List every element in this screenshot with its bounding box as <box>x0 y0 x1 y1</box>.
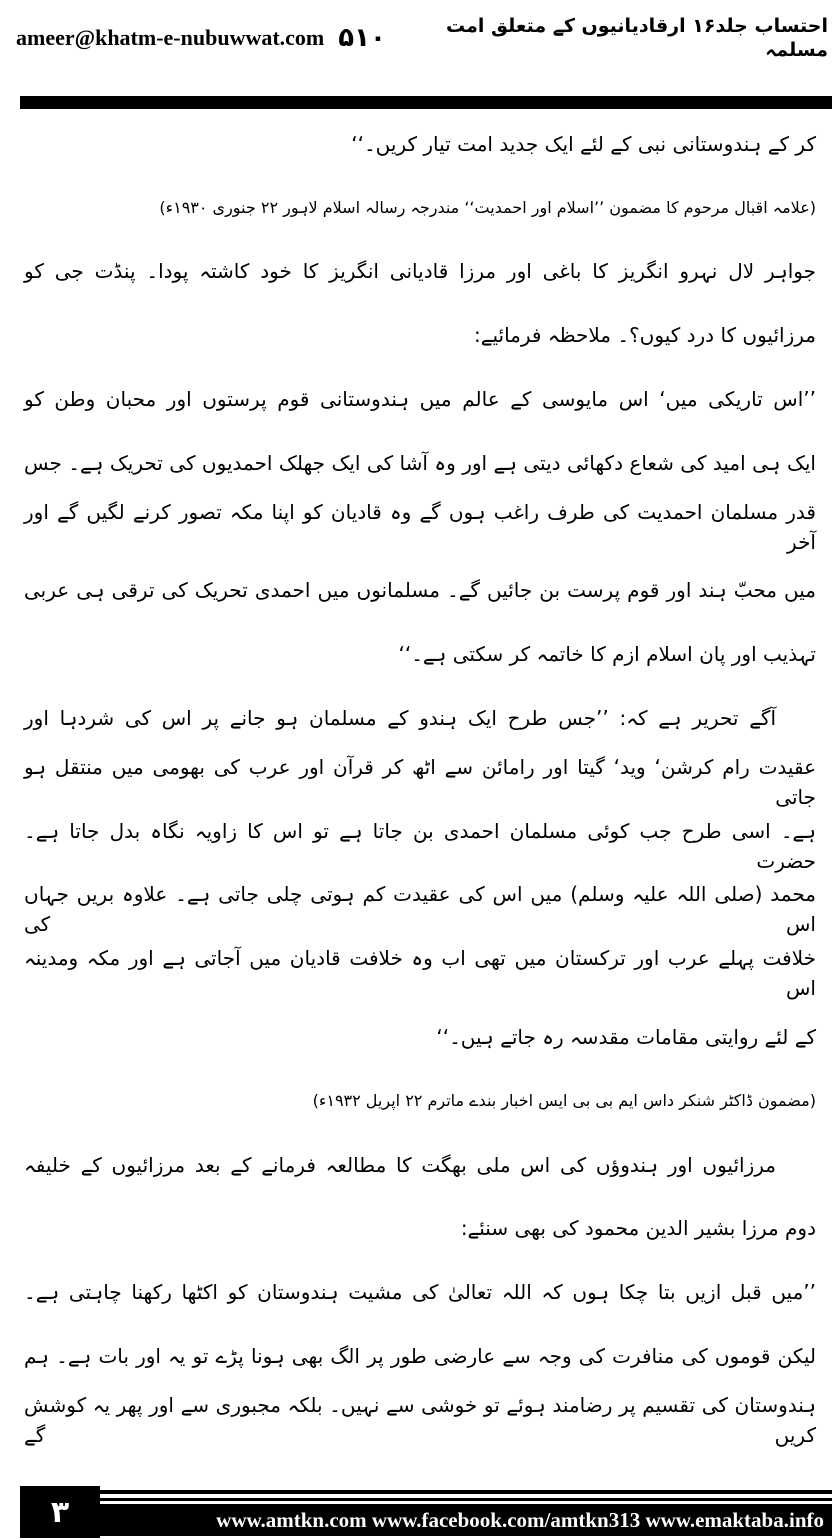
text-line <box>24 1005 816 1069</box>
text-line <box>24 1260 816 1324</box>
text-line-content: کر کے ہندوستانی نبی کے لئے ایک جدید امت تیار کریں۔‘‘ <box>351 131 816 156</box>
text-line <box>24 814 816 878</box>
text-line-content: ہندوستان کی تقسیم پر رضامند ہوئے تو خوشی سے نہیں۔ بلکہ مجبوری سے اور پھر یہ کوشش کریں گے <box>24 1392 816 1447</box>
text-line-content: ہے۔ اسی طرح جب کوئی مسلمان احمدی بن جاتا ہے تو اس کا زاویہ نگاہ بدل جاتا ہے۔ حضرت <box>24 818 816 873</box>
footer-rule <box>100 1490 832 1494</box>
text-line <box>24 622 816 686</box>
text-line <box>24 303 816 367</box>
footer-rule <box>100 1498 832 1501</box>
text-line <box>24 559 816 623</box>
text-line-content: مرزائیوں کا درد کیوں؟۔ ملاحظہ فرمائیے: <box>474 323 816 348</box>
text-line-content: تہذیب اور پان اسلام ازم کا خاتمہ کر سکتی ہے۔‘‘ <box>398 642 816 667</box>
text-line <box>24 495 816 559</box>
text-line <box>24 1324 816 1388</box>
citation-content: (علامہ اقبال مرحوم کا مضمون ’’اسلام اور احمدیت‘‘ مندرجہ رسالہ اسلام لاہور ۲۲ جنوری ۱۹۳۰ء) <box>159 197 816 217</box>
text-line <box>24 367 816 431</box>
text-line-content: میں محبّ ہند اور قوم پرست بن جائیں گے۔ مسلمانوں میں احمدی تحریک کی ترقی ہی عربی <box>24 578 816 603</box>
text-line <box>24 112 816 176</box>
text-line <box>24 941 816 1005</box>
text-line-content: لیکن قوموں کی منافرت کی وجہ سے عارضی طور پر الگ بھی ہونا پڑے تو یہ اور بات ہے۔ ہم <box>24 1344 816 1369</box>
page-number: ۵۱۰ <box>338 23 386 53</box>
citation-content: (مضمون ڈاکٹر شنکر داس ایم بی بی ایس اخبار بندے ماترم ۲۲ اپریل ۱۹۳۲ء) <box>312 1090 816 1110</box>
text-line-content: مرزائیوں اور ہندوؤں کی اس ملی بھگت کا مطالعہ فرمانے کے بعد مرزائیوں کے خلیفہ <box>24 1152 776 1177</box>
citation <box>24 1069 816 1133</box>
book-title: احتساب جلد۱۶ ارقادیانیوں کے متعلق امت مسلمہ <box>446 15 828 61</box>
text-line <box>24 686 816 750</box>
text-line-content: خلافت پہلے عرب اور ترکستان میں تھی اب وہ خلافت قادیان میں آجاتی ہے اور مکہ ومدینہ اس <box>24 946 816 1001</box>
footer-page-number: ۳ <box>20 1486 100 1538</box>
header-rule <box>20 96 832 109</box>
text-line <box>24 750 816 814</box>
page-header <box>16 8 828 68</box>
text-line <box>24 240 816 304</box>
text-line-content: ایک ہی امید کی شعاع دکھائی دیتی ہے اور وہ آشا کی ایک جھلک احمدیوں کی تحریک ہے۔ جس <box>24 450 816 475</box>
citation <box>24 176 816 240</box>
text-line <box>24 431 816 495</box>
text-line <box>24 878 816 942</box>
text-line-content: عقیدت رام کرشن‘ وید‘ گیتا اور رامائن سے اٹھ کر قرآن اور عرب کی بھومی میں منتقل ہو جاتی <box>24 754 816 809</box>
text-line <box>24 1197 816 1261</box>
text-line <box>24 1388 816 1452</box>
text-line-content: جواہر لال نہرو انگریز کا باغی اور مرزا قادیانی انگریز کا خود کاشتہ پودا۔ پنڈت جی کو <box>24 259 816 284</box>
text-line-content: ’’میں قبل ازیں بتا چکا ہوں کہ اللہ تعالیٰ کی مشیت ہندوستان کو اکٹھا رکھنا چاہتی ہے۔ <box>24 1280 816 1305</box>
email-link[interactable]: ameer@khatm-e-nubuwwat.com <box>16 25 325 50</box>
text-line-content: کے لئے روایتی مقامات مقدسہ رہ جاتے ہیں۔‘‘ <box>436 1025 816 1050</box>
text-line-content: محمد (صلی اللہ علیہ وسلم) میں اس کی عقیدت کم ہوتی چلی جاتی ہے۔ علاوہ بریں جہاں اس کی <box>24 882 816 937</box>
page-body <box>24 112 816 1452</box>
text-line <box>24 1133 816 1197</box>
text-line-content: دوم مرزا بشیر الدین محمود کی بھی سنئے: <box>460 1216 816 1241</box>
text-line-content: آگے تحریر ہے کہ: ’’جس طرح ایک ہندو کے مسلمان ہو جانے پر اس کی شردہا اور <box>24 706 776 731</box>
text-line-content: ’’اس تاریکی میں‘ اس مایوسی کے عالم میں ہندوستانی قوم پرستوں اور محبان وطن کو <box>24 387 816 412</box>
text-line-content: قدر مسلمان احمدیت کی طرف راغب ہوں گے وہ قادیان کو اپنا مکہ تصور کرنے لگیں گے اور آخر <box>24 499 816 554</box>
footer-links[interactable]: www.amtkn.com www.facebook.com/amtkn313 www.emaktaba.info <box>100 1504 832 1536</box>
